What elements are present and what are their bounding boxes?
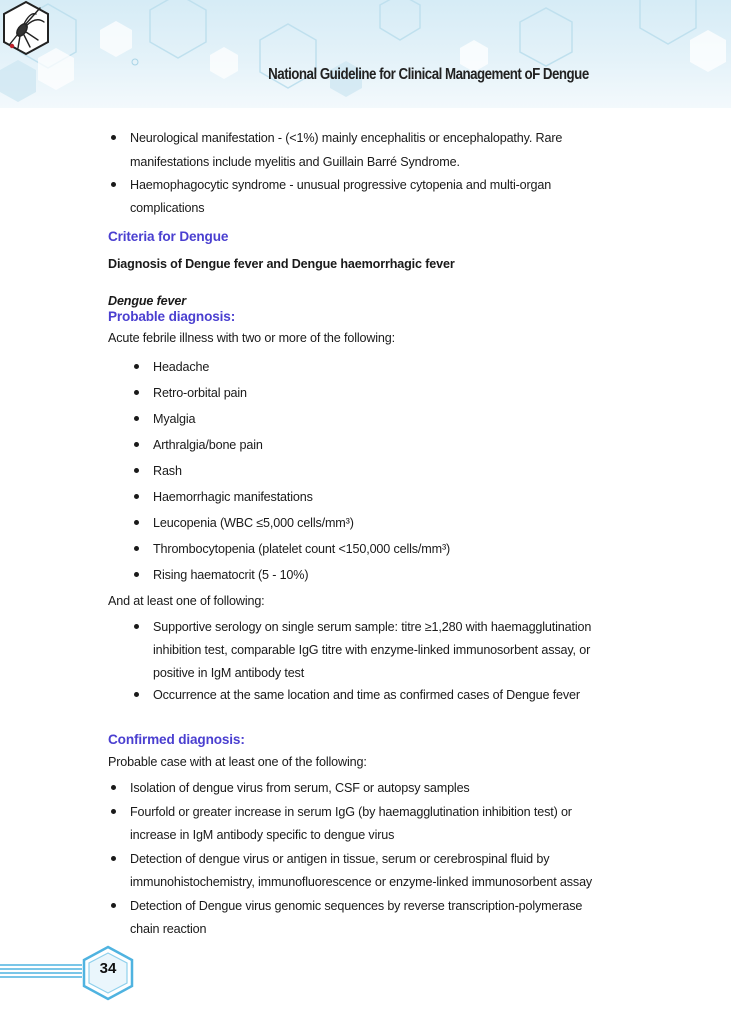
- probable-item: Retro-orbital pain: [153, 386, 247, 400]
- bullet-dot: [134, 468, 139, 473]
- bullet-dot: [134, 364, 139, 369]
- bullet-dot: [134, 692, 139, 697]
- bullet-dot: [134, 494, 139, 499]
- header-title: National Guideline for Clinical Management oF Dengue: [268, 66, 589, 83]
- mosquito-hexagon-icon: [0, 0, 52, 56]
- and-one-item-1-line-3: positive in IgM antibody test: [153, 666, 305, 680]
- confirmed-item-3-line-1: Detection of dengue virus or antigen in tissue, serum or cerebrospinal fluid by: [130, 852, 550, 866]
- bullet-dot: [111, 785, 116, 790]
- diagnosis-title: Diagnosis of Dengue fever and Dengue haemorrhagic fever: [108, 257, 455, 271]
- bullet-dot: [111, 809, 116, 814]
- criteria-heading: Criteria for Dengue: [108, 229, 229, 244]
- and-one-intro: And at least one of following:: [108, 594, 265, 608]
- bullet-dot: [111, 135, 116, 140]
- dengue-fever-label: Dengue fever: [108, 294, 186, 308]
- probable-item: Arthralgia/bone pain: [153, 438, 263, 452]
- confirmed-item-1-line-1: Isolation of dengue virus from serum, CSF or autopsy samples: [130, 781, 470, 795]
- intro-bullet-2-line-1: Haemophagocytic syndrome - unusual progressive cytopenia and multi-organ: [130, 178, 552, 192]
- bullet-dot: [134, 624, 139, 629]
- confirmed-item-2-line-1: Fourfold or greater increase in serum IgG (by haemagglutination inhibition test) or: [130, 805, 572, 819]
- header-hexagon-pattern: [0, 0, 731, 108]
- probable-intro: Acute febrile illness with two or more of the following:: [108, 331, 395, 345]
- probable-item: Rising haematocrit (5 - 10%): [153, 568, 309, 582]
- bullet-dot: [134, 520, 139, 525]
- confirmed-item-4-line-2: chain reaction: [130, 922, 207, 936]
- confirmed-item-2-line-2: increase in IgM antibody specific to dengue virus: [130, 828, 395, 842]
- probable-heading: Probable diagnosis:: [108, 309, 236, 324]
- intro-bullet-1-line-1: Neurological manifestation - (<1%) mainly encephalitis or encephalopathy. Rare: [130, 131, 563, 145]
- bullet-dot: [134, 546, 139, 551]
- bullet-dot: [111, 903, 116, 908]
- probable-item: Thrombocytopenia (platelet count <150,000 cells/mm³): [153, 542, 451, 556]
- probable-item: Rash: [153, 464, 182, 478]
- bullet-dot: [134, 442, 139, 447]
- confirmed-intro: Probable case with at least one of the following:: [108, 755, 367, 769]
- probable-item: Haemorrhagic manifestations: [153, 490, 313, 504]
- footer-page-badge-decoration: [0, 945, 160, 1005]
- confirmed-item-3-line-2: immunohistochemistry, immunofluorescence or enzyme-linked immunosorbent assay: [130, 875, 593, 889]
- and-one-item-1-line-1: Supportive serology on single serum sample: titre ≥1,280 with haemagglutination: [153, 620, 592, 634]
- bullet-dot: [111, 182, 116, 187]
- and-one-item-1-line-2: inhibition test, comparable IgG titre with enzyme-linked immunosorbent assay, or: [153, 643, 591, 657]
- probable-item: Headache: [153, 360, 210, 374]
- bullet-dot: [111, 856, 116, 861]
- probable-item: Myalgia: [153, 412, 196, 426]
- bullet-dot: [134, 572, 139, 577]
- intro-bullet-2-line-2: complications: [130, 201, 205, 215]
- probable-item: Leucopenia (WBC ≤5,000 cells/mm³): [153, 516, 354, 530]
- bullet-dot: [134, 390, 139, 395]
- page-number: 34: [99, 960, 117, 977]
- page-header: [0, 0, 731, 108]
- confirmed-heading: Confirmed diagnosis:: [108, 732, 245, 747]
- and-one-item-2-line-1: Occurrence at the same location and time as confirmed cases of Dengue fever: [153, 688, 580, 702]
- bullet-dot: [134, 416, 139, 421]
- confirmed-item-4-line-1: Detection of Dengue virus genomic sequences by reverse transcription-polymerase: [130, 899, 583, 913]
- intro-bullet-1-line-2: manifestations include myelitis and Guillain Barré Syndrome.: [130, 155, 460, 169]
